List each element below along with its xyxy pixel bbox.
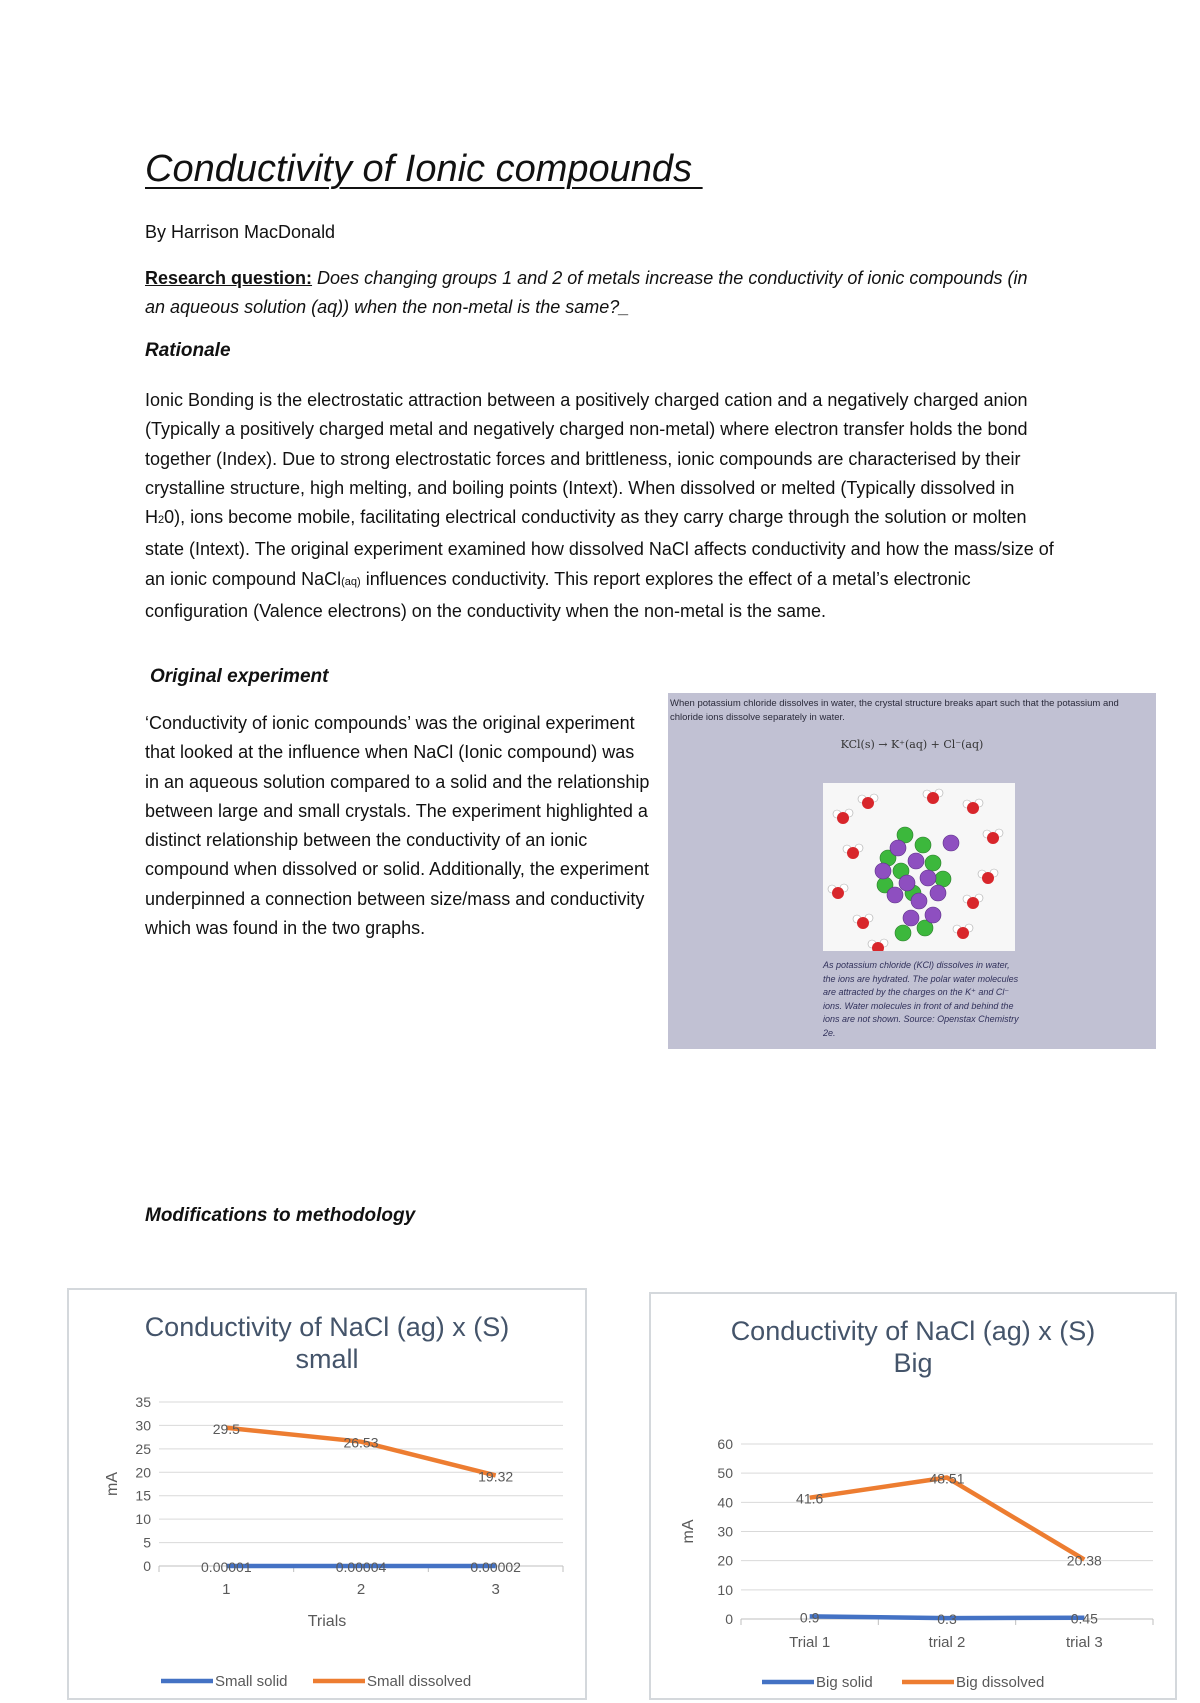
chloride-ion — [915, 837, 931, 853]
potassium-ion — [903, 910, 919, 926]
y-tick-label: 25 — [135, 1441, 151, 1457]
potassium-ion — [920, 870, 936, 886]
oxygen-atom — [957, 927, 969, 939]
potassium-ion — [930, 885, 946, 901]
data-label: 0.00002 — [470, 1559, 521, 1575]
potassium-ion — [908, 853, 924, 869]
x-tick-label: trial 2 — [929, 1634, 966, 1651]
chloride-ion — [895, 925, 911, 941]
chart-big-crystals — [649, 1292, 1177, 1700]
rationale-text-2: 0), ions become mobile, facilitating electrical conductivity as they carry charge through the solution or molten state (Intext). The original experiment examined how dissolved NaCl affects conductivity and how the mass/size of an ionic compound NaCl — [145, 507, 1054, 589]
oxygen-atom — [927, 792, 939, 804]
x-tick-label: 2 — [357, 1581, 365, 1598]
figure-equation: KCl(s) → K⁺(aq) + Cl⁻(aq) — [668, 738, 1156, 751]
x-tick-label: 3 — [491, 1581, 499, 1598]
oxygen-atom — [967, 802, 979, 814]
data-label: 41.6 — [796, 1491, 823, 1507]
data-label: 0.00001 — [201, 1559, 252, 1575]
potassium-ion — [925, 907, 941, 923]
rationale-paragraph — [145, 386, 1055, 626]
y-tick-label: 20 — [717, 1553, 733, 1569]
oxygen-atom — [862, 797, 874, 809]
oxygen-atom — [847, 847, 859, 859]
research-question-label: Research question: — [145, 268, 312, 288]
data-label: 29.5 — [213, 1421, 240, 1437]
chart-small-crystals — [67, 1288, 587, 1700]
oxygen-atom — [967, 897, 979, 909]
x-tick-label: Trial 1 — [789, 1634, 830, 1651]
rationale-text-3: influences conductivity. This report explores the effect of a metal’s electronic configuration (Valence electrons) on the conductivity when the non-metal is the same. — [145, 569, 971, 621]
y-tick-label: 15 — [135, 1488, 151, 1504]
oxygen-atom — [982, 872, 994, 884]
document-title: Conductivity of Ionic compounds — [145, 148, 703, 191]
data-label: 19.32 — [478, 1468, 513, 1484]
legend-entry: Small solid — [215, 1673, 288, 1690]
potassium-ion — [899, 875, 915, 891]
data-label: 0.00004 — [336, 1559, 387, 1575]
x-axis-label: Trials — [308, 1613, 347, 1630]
y-tick-label: 60 — [717, 1436, 733, 1452]
oxygen-atom — [832, 887, 844, 899]
potassium-ion — [943, 835, 959, 851]
legend-entry: Big solid — [816, 1674, 873, 1691]
legend-entry: Big dissolved — [956, 1674, 1044, 1691]
series-line-1 — [810, 1478, 1085, 1560]
y-tick-label: 0 — [725, 1611, 733, 1627]
data-label: 26.53 — [343, 1435, 378, 1451]
x-tick-label: trial 3 — [1066, 1634, 1103, 1651]
y-tick-label: 35 — [135, 1394, 151, 1410]
original-experiment-paragraph: ‘Conductivity of ionic compounds’ was the original experiment that looked at the influence when NaCl (Ionic compound) was in an aqueous solution compared to a solid and the relationship between large and small crystals. The experiment highlighted a distinct relationship between the conductivity of an ionic compound when dissolved or solid. Additionally, the experiment underpinned a connection between size/mass and conductivity which was found in the two graphs. — [145, 709, 650, 943]
rationale-subscript-2: (aq) — [341, 576, 361, 588]
chart-big-svg — [651, 1294, 1175, 1698]
figure-note: As potassium chloride (KCl) dissolves in water, the ions are hydrated. The polar water molecules are attracted by the charges on the K⁺ and Cl⁻ ions. Water molecules in front of and behind the ions are not shown. Source: Openstax Chemistry 2e. — [823, 959, 1023, 1040]
chloride-ion — [935, 871, 951, 887]
y-tick-label: 10 — [717, 1582, 733, 1598]
oxygen-atom — [857, 917, 869, 929]
research-question-text: Does changing groups 1 and 2 of metals increase the conductivity of ionic compounds (in an aqueous solution (aq)) when the non-metal is the same?_ — [145, 268, 1027, 317]
chart-title: small — [295, 1344, 358, 1374]
x-tick-label: 1 — [222, 1581, 230, 1598]
oxygen-atom — [987, 832, 999, 844]
ion-hydration-illustration — [823, 783, 1015, 951]
data-label: 0.3 — [937, 1611, 957, 1627]
research-question — [145, 264, 1045, 323]
y-axis-label: mA — [104, 1472, 121, 1496]
modifications-heading: Modifications to methodology — [145, 1205, 415, 1227]
data-label: 0.45 — [1071, 1611, 1098, 1627]
chart-title: Conductivity of NaCl (ag) x (S) — [145, 1312, 510, 1342]
kcl-dissolution-figure — [668, 693, 1156, 1049]
chart-title: Conductivity of NaCl (ag) x (S) — [731, 1316, 1096, 1346]
y-tick-label: 0 — [143, 1558, 151, 1574]
y-tick-label: 30 — [717, 1524, 733, 1540]
y-tick-label: 40 — [717, 1494, 733, 1510]
ion-molecule-drawing — [823, 783, 1015, 951]
data-label: 20.38 — [1067, 1553, 1102, 1569]
chart-small-svg — [69, 1290, 585, 1698]
y-tick-label: 20 — [135, 1464, 151, 1480]
potassium-ion — [890, 840, 906, 856]
potassium-ion — [911, 893, 927, 909]
y-tick-label: 10 — [135, 1511, 151, 1527]
original-experiment-heading: Original experiment — [150, 666, 328, 688]
chart-title: Big — [893, 1348, 932, 1378]
chloride-ion — [925, 855, 941, 871]
rationale-text-1: Ionic Bonding is the electrostatic attraction between a positively charged cation and a negatively charged anion (Typically a positively charged metal and negatively charged non-metal) where electron transfer holds the bond together (Index). Due to strong electrostatic forces and brittleness, ionic compounds are characterised by their crystalline structure, high melting, and boiling points (Intext). When dissolved or melted (Typically dissolved in H — [145, 390, 1028, 527]
rationale-heading: Rationale — [145, 340, 231, 362]
data-label: 48.51 — [929, 1471, 964, 1487]
author-byline: By Harrison MacDonald — [145, 222, 335, 243]
y-tick-label: 30 — [135, 1417, 151, 1433]
figure-caption: When potassium chloride dissolves in water, the crystal structure breaks apart such that the potassium and chloride ions dissolve separately in water. — [670, 697, 1154, 725]
data-label: 0.9 — [800, 1609, 820, 1625]
potassium-ion — [875, 863, 891, 879]
rationale-subscript-1: 2 — [158, 514, 164, 526]
oxygen-atom — [837, 812, 849, 824]
y-axis-label: mA — [680, 1519, 697, 1543]
legend-entry: Small dissolved — [367, 1673, 471, 1690]
potassium-ion — [887, 887, 903, 903]
y-tick-label: 50 — [717, 1465, 733, 1481]
y-tick-label: 5 — [143, 1535, 151, 1551]
